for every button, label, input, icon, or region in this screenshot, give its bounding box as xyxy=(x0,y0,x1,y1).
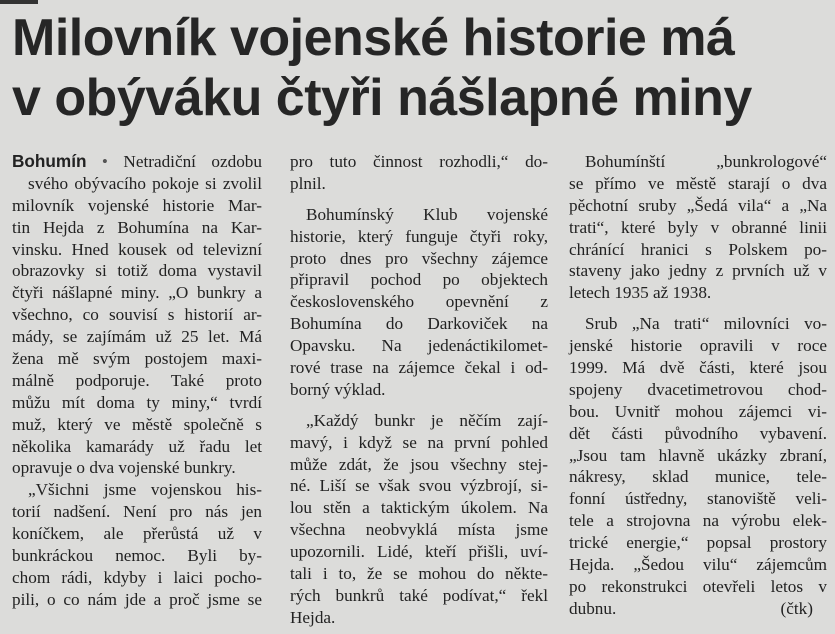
column-line: upozornili. Lidé, kteří přišli, uví- xyxy=(290,542,548,562)
column-line: fonní ústředny, stanoviště veli- xyxy=(569,489,827,509)
column-line: obrazovky si totiž doma vystavil xyxy=(12,261,262,281)
corner-mark xyxy=(0,0,38,4)
column-line: Opavsku. Na jedenáctikilomet- xyxy=(290,336,548,356)
bullet: • xyxy=(101,152,108,171)
article-column-2 xyxy=(290,151,548,629)
column-line: může zdát, že jsou všechny stej- xyxy=(290,454,548,474)
column-line: historie, který funguje čtyři roky, xyxy=(290,226,548,246)
column-line: svého obývacího pokoje si zvolil xyxy=(28,173,262,193)
line-text: dubnu. xyxy=(569,598,617,618)
column-line: rých bunkrů také podívat,“ řekl xyxy=(290,585,548,605)
column-line: Srub „Na trati“ milovníci vo- xyxy=(585,314,827,334)
column-line: Hejda. „Šedou vilu“ zájemcům xyxy=(569,555,827,575)
column-line: všechno, co souvisí s historií ar- xyxy=(12,305,262,325)
column-line: pro tuto činnost rozhodli,“ do- xyxy=(290,152,548,171)
dateline: Bohumín xyxy=(12,151,87,171)
column-line: všechna neobvyklá místa jsme xyxy=(290,520,548,540)
headline-line-1: Milovník vojenské historie má xyxy=(12,9,735,67)
column-line: můžu mít doma ty miny,“ tvrdí xyxy=(12,392,262,412)
column-line: nákresy, sklad munice, tele- xyxy=(569,467,827,487)
column-line: žena mě svým postojem maxi- xyxy=(12,349,262,369)
column-line: Bohumínští „bunkrologové“ xyxy=(585,152,827,171)
column-line: né. Liší se však svou výzbrojí, si- xyxy=(290,476,548,496)
article-column-3 xyxy=(569,151,827,620)
column-line: bunkráckou nemoc. Byli by- xyxy=(12,546,262,566)
column-line: „Jsou tam hlavně ukázky zbraní, xyxy=(569,445,827,465)
paragraph-gap xyxy=(290,195,548,204)
column-line: tele a strojovna na výrobu elek- xyxy=(569,511,827,531)
column-line: dět části původního vybavení. xyxy=(569,423,827,443)
column-line: vinsku. Hned kousek od televizní xyxy=(12,239,262,259)
column-line: málně podporuje. Také proto xyxy=(12,370,262,390)
column-line: koníčkem, ale přerůstá už v xyxy=(12,524,262,544)
column-line: trati“, které byly v obranné linii xyxy=(569,217,827,237)
column-line: chránící hranici s Polskem po- xyxy=(569,239,827,259)
column-line: připravil pochod po objektech xyxy=(290,270,548,290)
column-line: „Každý bunkr je něčím zají- xyxy=(306,410,548,430)
column-line xyxy=(569,598,827,620)
paragraph-gap xyxy=(569,304,827,313)
column-line: mády, se zajímám už 25 let. Má xyxy=(12,327,262,347)
headline xyxy=(12,8,827,128)
column-line: jenské historie opravili v roce xyxy=(569,336,827,356)
column-line: tin Hejda z Bohumína na Kar- xyxy=(12,217,262,237)
headline-line-2: v obýváku čtyři nášlapné miny xyxy=(12,69,752,127)
column-line: plnil. xyxy=(290,173,326,193)
column-line: rové trase na zájemce čekal i od- xyxy=(290,358,548,378)
column-line: čtyři nášlapné miny. „O bunkry a xyxy=(12,283,262,303)
line-text: Netradiční ozdobu xyxy=(123,152,262,171)
column-line: letech 1935 až 1938. xyxy=(569,283,712,303)
column-line: Bohumínský Klub vojenské xyxy=(306,204,548,224)
column-line xyxy=(12,151,262,173)
column-line: československého opevnění z xyxy=(290,292,548,312)
paragraph-gap xyxy=(290,401,548,410)
column-line: torií nadšení. Není pro nás jen xyxy=(12,502,262,522)
column-line: milovník vojenské historie Mar- xyxy=(12,195,262,215)
column-line: proto dnes pro všechny zájemce xyxy=(290,248,548,268)
column-line: po rekonstrukci otevřeli letos v xyxy=(569,576,827,596)
column-line: 1999. Má dvě části, které jsou xyxy=(569,358,827,378)
column-line: „Všichni jsme vojenskou his- xyxy=(28,480,262,500)
column-line: lou stěn a taktickým úkolem. Na xyxy=(290,498,548,518)
column-line: chom rádi, kdyby i laici pocho- xyxy=(12,567,262,587)
column-line: bou. Uvnitř mohou zájemci vi- xyxy=(569,401,827,421)
column-line: tali i to, že se mohou do někte- xyxy=(290,564,548,584)
column-line: borný výklad. xyxy=(290,379,386,399)
column-line: Bohumína do Darkoviček na xyxy=(290,314,548,334)
column-line: se přímo ve městě starají o dva xyxy=(569,173,827,193)
column-line: spojeny dvacetimetrovou chod- xyxy=(569,379,827,399)
column-line: muž, který ve městě společně s xyxy=(12,414,262,434)
byline: (čtk) xyxy=(780,598,813,618)
column-line: pěchotní sruby „Šedá vila“ a „Na xyxy=(569,195,827,215)
column-line: trické energie,“ popsal prostory xyxy=(569,533,827,553)
column-line: opravuje o dva vojenské bunkry. xyxy=(12,458,236,478)
column-line: několika kamarády už řadu let xyxy=(12,436,262,456)
column-line: Hejda. xyxy=(290,607,336,627)
column-line: staveny jako jedny z prvních už v xyxy=(569,261,827,281)
column-line: pili, o co nám jde a proč jsme se xyxy=(12,589,262,609)
column-line: mavý, i když se na první pohled xyxy=(290,432,548,452)
article-column-1 xyxy=(12,151,262,611)
